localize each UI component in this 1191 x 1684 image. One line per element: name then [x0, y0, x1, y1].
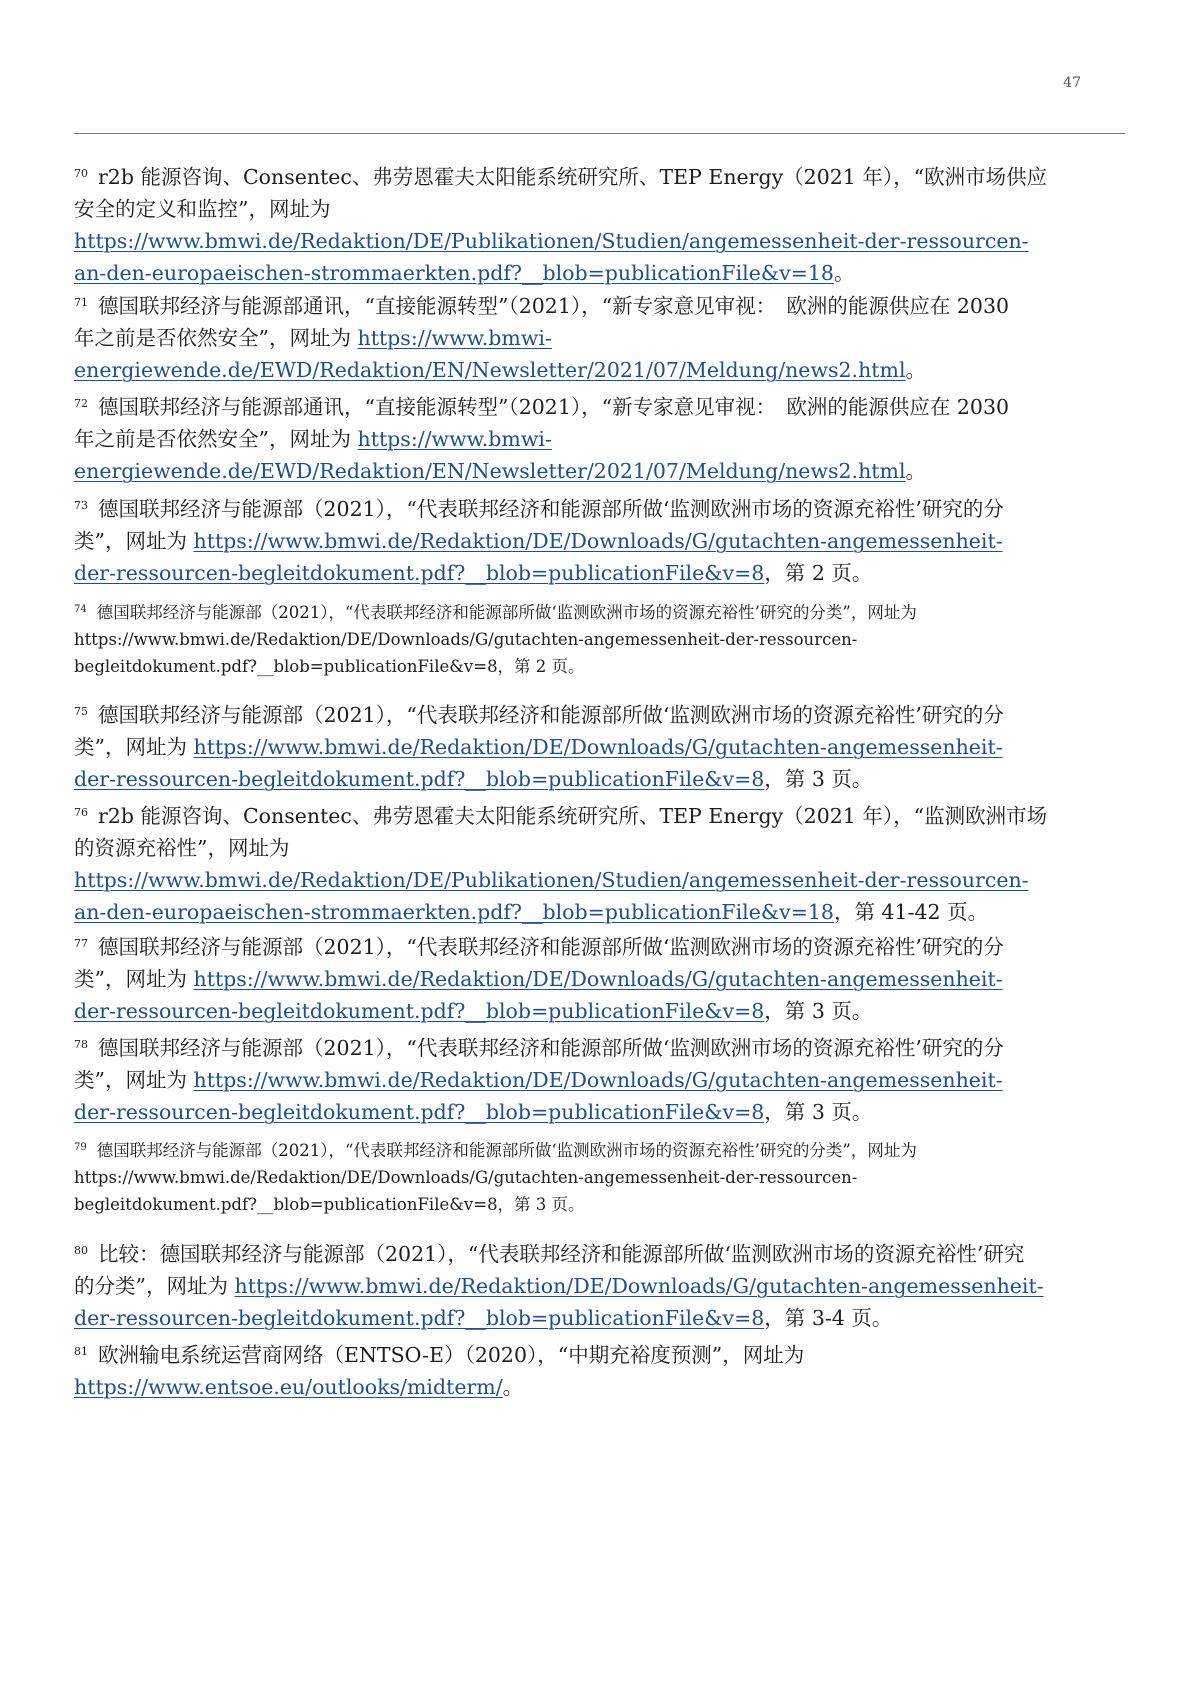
footnote-number: 70	[74, 167, 88, 180]
footnote-line	[74, 193, 1134, 225]
footnote-81	[74, 1336, 1134, 1403]
footnote-79	[74, 1134, 1134, 1218]
footnote-line	[74, 963, 1134, 995]
footnote-text: 。	[905, 358, 927, 382]
footnote-text: 类”，网址为	[74, 1068, 194, 1092]
footnote-line	[74, 896, 1134, 928]
footnote-text: ，第 41-42 页。	[833, 900, 989, 924]
footnote-text: 德国联邦经济与能源部通讯，“直接能源转型”（2021），“新专家意见审视： 欧洲的能源供应在 2030	[98, 294, 1010, 318]
footnote-line	[74, 1164, 1134, 1191]
footnote-text: 的分类”，网址为	[74, 1274, 235, 1298]
footnote-link[interactable]: der-ressourcen-begleitdokument.pdf?__blob=publicationFile&v=8	[74, 561, 765, 585]
footnote-74	[74, 596, 1134, 680]
footnote-line	[74, 1029, 1134, 1064]
footnote-70	[74, 158, 1134, 289]
footnote-text: 。	[833, 261, 855, 285]
footnote-line	[74, 557, 1134, 589]
footnote-line	[74, 696, 1134, 731]
footnote-text: ，第 2 页。	[764, 561, 873, 585]
footnote-text: 年之前是否依然安全”，网址为	[74, 326, 358, 350]
footnote-text: 德国联邦经济与能源部（2021），“代表联邦经济和能源部所做‘监测欧洲市场的资源充裕性’研究的分类”，网址为	[96, 603, 917, 622]
footnote-71	[74, 287, 1134, 386]
footnote-line	[74, 995, 1134, 1027]
footnote-76	[74, 797, 1134, 928]
footnote-line	[74, 1096, 1134, 1128]
footnote-link[interactable]: energiewende.de/EWD/Redaktion/EN/Newsletter/2021/07/Meldung/news2.html	[74, 358, 906, 382]
footnote-link[interactable]: der-ressourcen-begleitdokument.pdf?__blob=publicationFile&v=8	[74, 1100, 765, 1124]
footnote-line	[74, 1302, 1134, 1334]
footnote-78	[74, 1029, 1134, 1128]
footnote-text: 类”，网址为	[74, 735, 194, 759]
footnote-number: 72	[74, 397, 88, 410]
footnote-73	[74, 490, 1134, 589]
footnote-line	[74, 1270, 1134, 1302]
footnote-text: 的资源充裕性”，网址为	[74, 836, 290, 860]
footnote-text: begleitdokument.pdf?__blob=publicationFile&v=8，第 2 页。	[74, 657, 585, 676]
footnote-text: 德国联邦经济与能源部（2021），“代表联邦经济和能源部所做‘监测欧洲市场的资源充裕性’研究的分	[98, 703, 1004, 727]
footnote-line	[74, 1235, 1134, 1270]
footnote-text: 欧洲输电系统运营商网络（ENTSO-E）（2020），“中期充裕度预测”，网址为	[98, 1343, 805, 1367]
footnote-number: 78	[74, 1038, 88, 1051]
footnote-link[interactable]: an-den-europaeischen-strommaerkten.pdf?__blob=publicationFile&v=18	[74, 900, 834, 924]
footnote-line	[74, 1371, 1134, 1403]
footnote-text: ，第 3 页。	[764, 1100, 873, 1124]
page-number: 47	[1063, 75, 1081, 91]
footnote-link[interactable]: https://www.bmwi.de/Redaktion/DE/Downloads/G/gutachten-angemessenheit-	[193, 529, 1003, 553]
footnote-text: 年之前是否依然安全”，网址为	[74, 427, 358, 451]
footnote-line	[74, 1336, 1134, 1371]
footnote-number: 71	[74, 296, 88, 309]
footnote-line	[74, 525, 1134, 557]
footnote-line	[74, 928, 1134, 963]
footnote-text: 德国联邦经济与能源部（2021），“代表联邦经济和能源部所做‘监测欧洲市场的资源充裕性’研究的分	[98, 497, 1004, 521]
footnote-line	[74, 1134, 1134, 1164]
footnote-line	[74, 257, 1134, 289]
footnote-line	[74, 1191, 1134, 1218]
footnote-80	[74, 1235, 1134, 1334]
footnote-line	[74, 653, 1134, 680]
footnote-link[interactable]: https://www.bmwi.de/Redaktion/DE/Publikationen/Studien/angemessenheit-der-ressourcen-	[74, 229, 1029, 253]
footnote-77	[74, 928, 1134, 1027]
footnote-link[interactable]: der-ressourcen-begleitdokument.pdf?__blob=publicationFile&v=8	[74, 767, 765, 791]
footnote-text: r2b 能源咨询、Consentec、弗劳恩霍夫太阳能系统研究所、TEP Energy（2021 年），“欧洲市场供应	[98, 165, 1048, 189]
header-rule	[74, 133, 1125, 134]
footnote-number: 74	[74, 604, 87, 615]
footnote-text: 德国联邦经济与能源部（2021），“代表联邦经济和能源部所做‘监测欧洲市场的资源充裕性’研究的分类”，网址为	[96, 1141, 917, 1160]
footnote-line	[74, 354, 1134, 386]
footnote-line	[74, 1064, 1134, 1096]
footnote-line	[74, 596, 1134, 626]
footnote-link[interactable]: https://www.bmwi.de/Redaktion/DE/Downloads/G/gutachten-angemessenheit-	[193, 967, 1003, 991]
footnote-text: 安全的定义和监控”，网址为	[74, 197, 331, 221]
footnote-link[interactable]: https://www.bmwi-	[357, 427, 552, 451]
footnote-number: 80	[74, 1244, 88, 1257]
footnote-link[interactable]: https://www.bmwi.de/Redaktion/DE/Downloads/G/gutachten-angemessenheit-	[193, 1068, 1003, 1092]
footnote-number: 77	[74, 937, 88, 950]
footnote-line	[74, 158, 1134, 193]
footnote-text: 。	[502, 1375, 524, 1399]
footnote-link[interactable]: https://www.entsoe.eu/outlooks/midterm/	[74, 1375, 503, 1399]
footnote-line	[74, 626, 1134, 653]
footnote-text: 比较：德国联邦经济与能源部（2021），“代表联邦经济和能源部所做‘监测欧洲市场的资源充裕性’研究	[98, 1242, 1025, 1266]
footnote-link[interactable]: https://www.bmwi-	[357, 326, 552, 350]
footnote-number: 76	[74, 806, 88, 819]
footnote-link[interactable]: der-ressourcen-begleitdokument.pdf?__blob=publicationFile&v=8	[74, 999, 765, 1023]
footnote-text: https://www.bmwi.de/Redaktion/DE/Downloads/G/gutachten-angemessenheit-der-ressourcen-	[74, 630, 858, 649]
footnote-text: ，第 3-4 页。	[764, 1306, 893, 1330]
footnote-number: 81	[74, 1345, 88, 1358]
footnote-line	[74, 287, 1134, 322]
footnote-text: 德国联邦经济与能源部（2021），“代表联邦经济和能源部所做‘监测欧洲市场的资源充裕性’研究的分	[98, 1036, 1004, 1060]
footnote-text: 类”，网址为	[74, 529, 194, 553]
footnote-number: 73	[74, 499, 88, 512]
footnote-link[interactable]: https://www.bmwi.de/Redaktion/DE/Downloads/G/gutachten-angemessenheit-	[193, 735, 1003, 759]
footnote-text: 德国联邦经济与能源部通讯，“直接能源转型”（2021），“新专家意见审视： 欧洲的能源供应在 2030	[98, 395, 1010, 419]
footnote-text: 德国联邦经济与能源部（2021），“代表联邦经济和能源部所做‘监测欧洲市场的资源充裕性’研究的分	[98, 935, 1004, 959]
footnote-text: https://www.bmwi.de/Redaktion/DE/Downloads/G/gutachten-angemessenheit-der-ressourcen-	[74, 1168, 858, 1187]
footnote-line	[74, 763, 1134, 795]
footnote-text: 。	[905, 459, 927, 483]
footnote-line	[74, 864, 1134, 896]
footnote-text: r2b 能源咨询、Consentec、弗劳恩霍夫太阳能系统研究所、TEP Energy（2021 年），“监测欧洲市场	[98, 804, 1048, 828]
footnote-number: 75	[74, 705, 88, 718]
footnote-line	[74, 423, 1134, 455]
footnote-link[interactable]: energiewende.de/EWD/Redaktion/EN/Newsletter/2021/07/Meldung/news2.html	[74, 459, 906, 483]
footnote-link[interactable]: https://www.bmwi.de/Redaktion/DE/Publikationen/Studien/angemessenheit-der-ressourcen-	[74, 868, 1029, 892]
footnote-text: 类”，网址为	[74, 967, 194, 991]
footnote-line	[74, 225, 1134, 257]
footnote-link[interactable]: https://www.bmwi.de/Redaktion/DE/Downloads/G/gutachten-angemessenheit-	[234, 1274, 1044, 1298]
footnote-line	[74, 490, 1134, 525]
footnote-line	[74, 797, 1134, 832]
footnote-number: 79	[74, 1142, 87, 1153]
footnote-text: ，第 3 页。	[764, 767, 873, 791]
footnote-link[interactable]: der-ressourcen-begleitdokument.pdf?__blob=publicationFile&v=8	[74, 1306, 765, 1330]
footnote-text: ，第 3 页。	[764, 999, 873, 1023]
footnote-line	[74, 322, 1134, 354]
footnote-75	[74, 696, 1134, 795]
footnote-link[interactable]: an-den-europaeischen-strommaerkten.pdf?__blob=publicationFile&v=18	[74, 261, 834, 285]
footnote-line	[74, 388, 1134, 423]
footnote-text: begleitdokument.pdf?__blob=publicationFile&v=8，第 3 页。	[74, 1195, 585, 1214]
footnote-line	[74, 455, 1134, 487]
footnote-line	[74, 731, 1134, 763]
footnote-72	[74, 388, 1134, 487]
footnote-line	[74, 832, 1134, 864]
